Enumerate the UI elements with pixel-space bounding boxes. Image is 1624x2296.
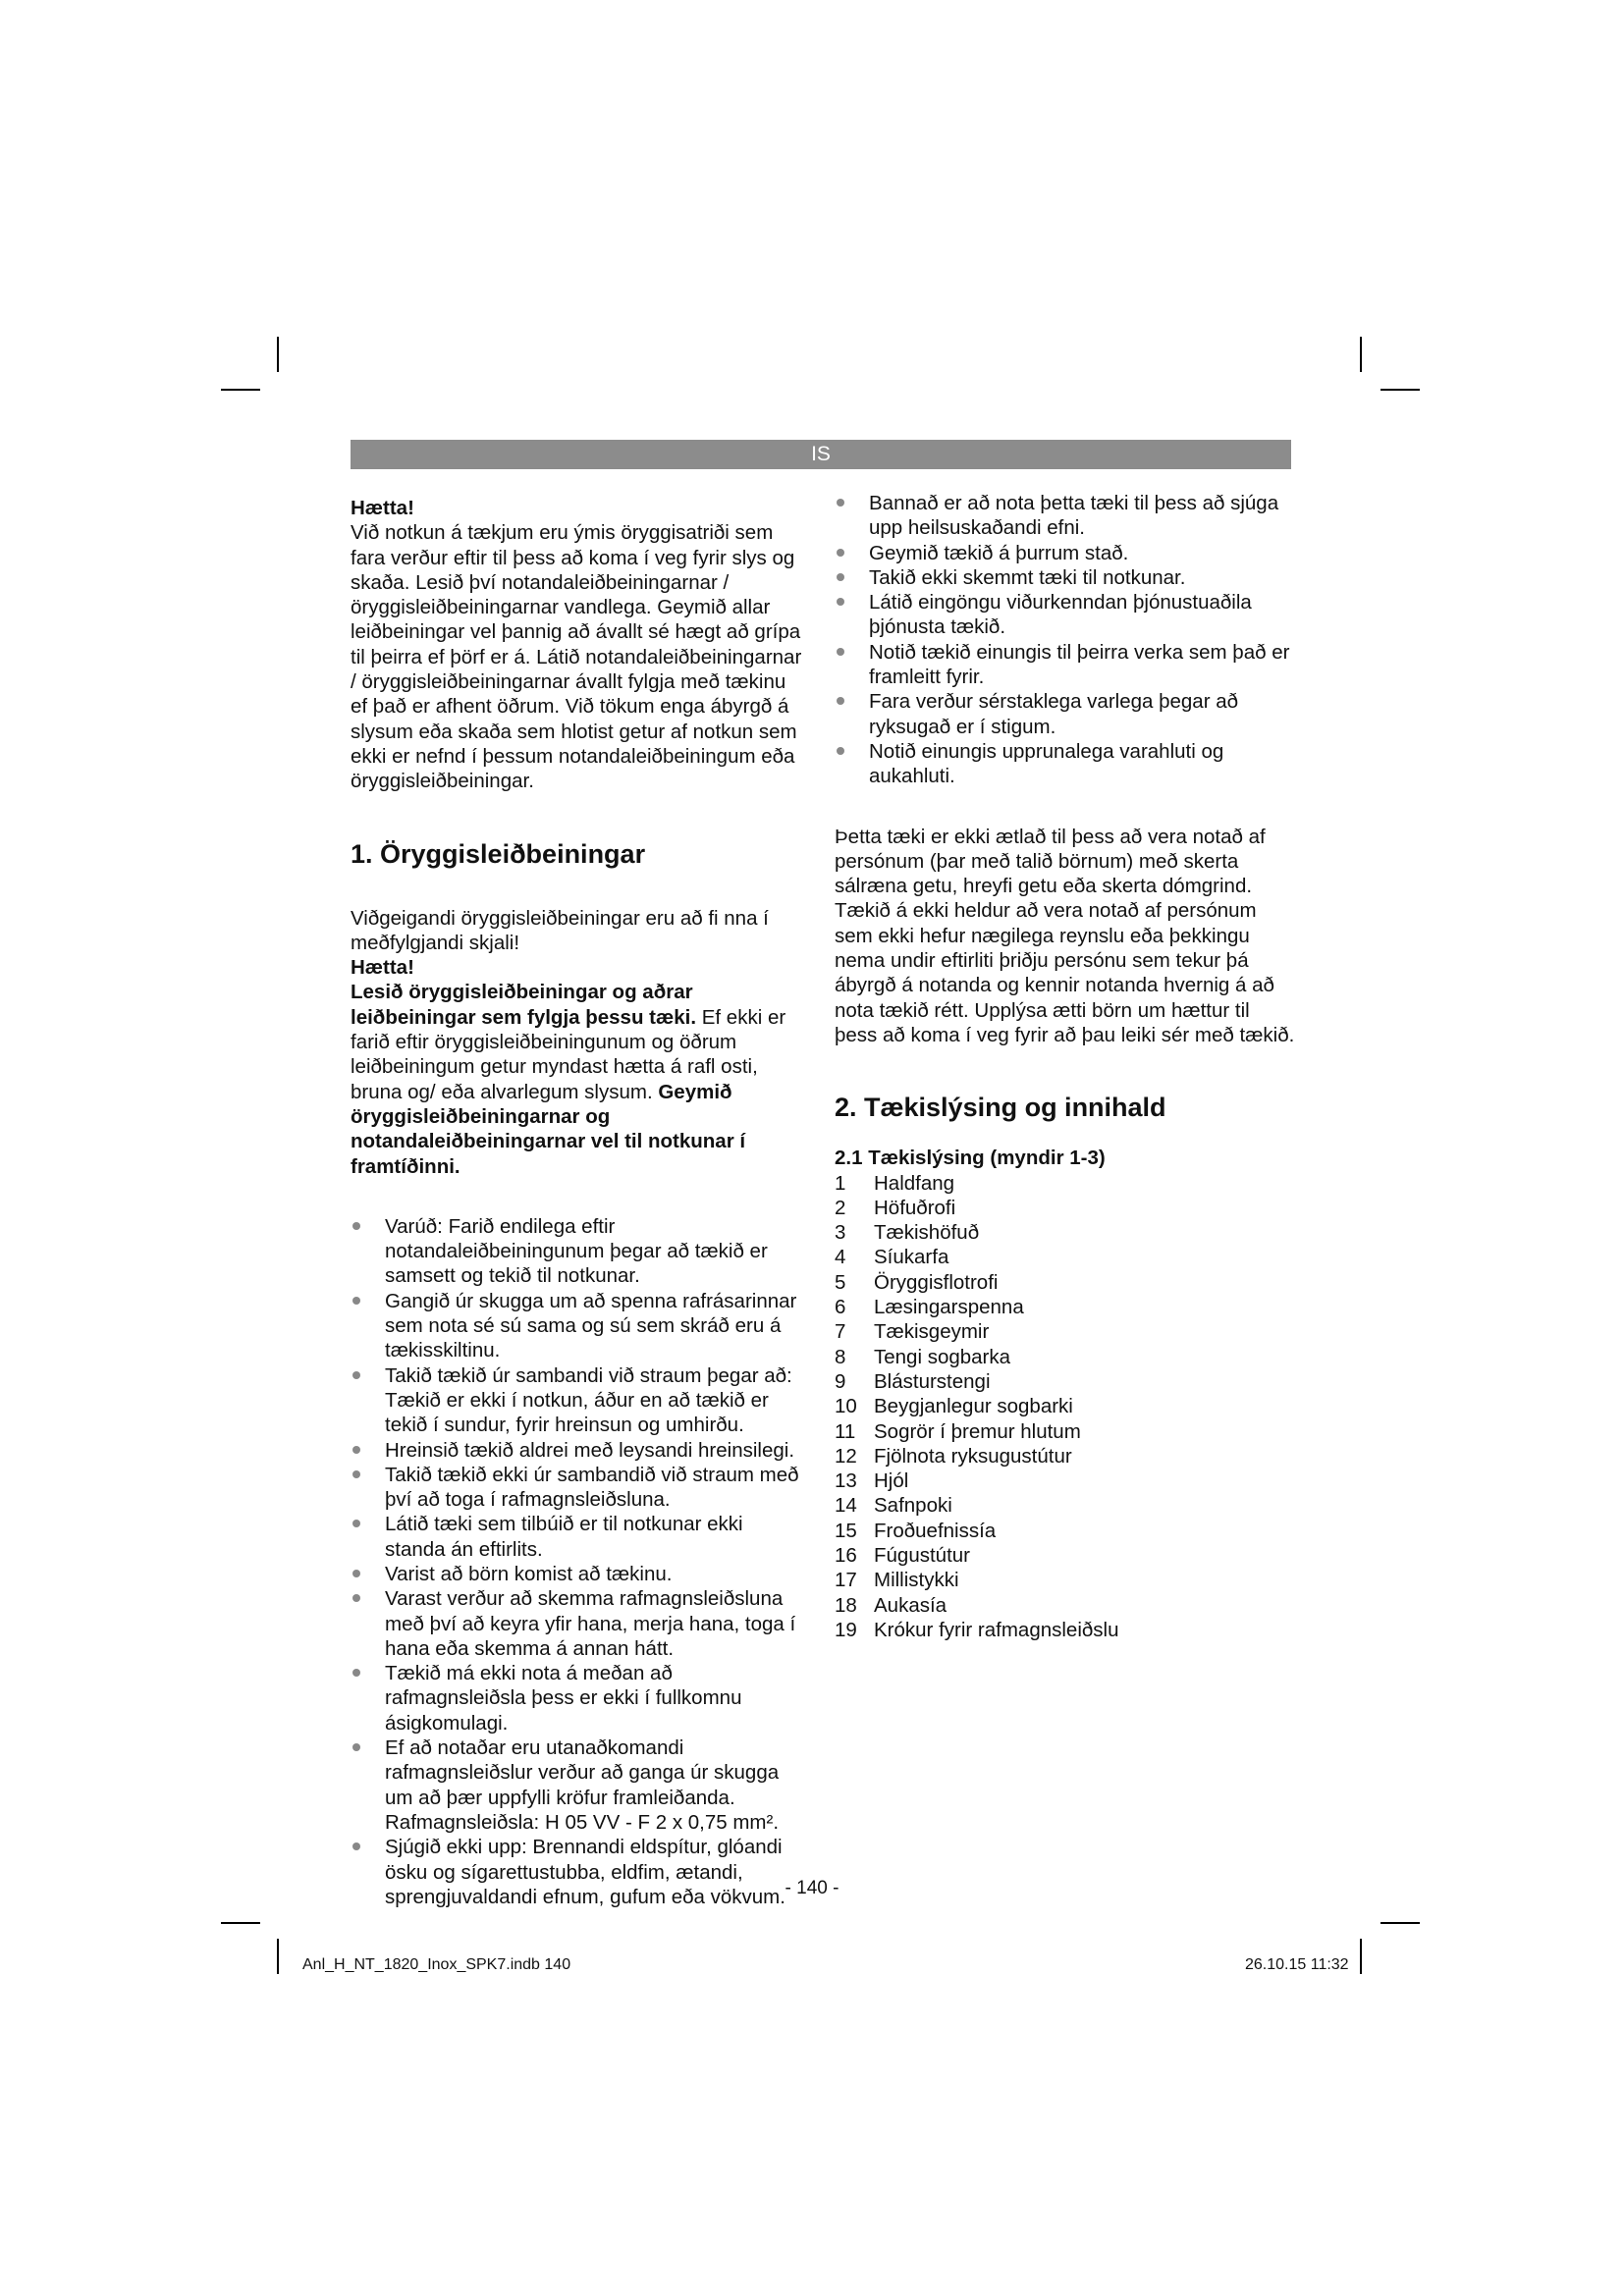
list-item: 13 Hjól (835, 1469, 909, 1493)
list-item: Bannað er að nota þetta tæki til þess að sjúga upp heilsuskaðandi efni. (835, 491, 1296, 541)
section1-paragraph (351, 980, 807, 1178)
bullet-icon (837, 648, 844, 656)
section1-bold-2: Geymið öryggisleiðbeiningarnar og notandaleiðbeiningarnar vel til notkunar í framtíðinni. (351, 1080, 746, 1178)
list-item: 15 Froðuefnissía (835, 1519, 997, 1542)
bullet-icon (352, 1594, 360, 1602)
print-date-time: 26.10.15 11:32 (1245, 1956, 1349, 1973)
crop-mark (277, 1939, 279, 1974)
section1-title: 1. Öryggisleiðbeiningar (351, 838, 646, 869)
list-item: 16 Fúgustútur (835, 1543, 970, 1567)
list-item: 6 Læsingarspenna (835, 1296, 1024, 1319)
bullet-icon (352, 1446, 360, 1454)
crop-mark (221, 389, 260, 391)
bullet-icon (352, 1669, 360, 1677)
intro-text: Við notkun á tækjum eru ýmis öryggisatriði sem fara verður eftir til þess að koma í veg fyrir slys og skaða. Lesið því notandaleiðbeiningarnar / öryggisleiðbeiningarnar vandlega. Geymið allar leiðbeiningar vel þannig að ávallt sé hægt að grípa til þeirra ef þörf er á. Látið notandaleiðbeiningarnar / öryggisleiðbeiningarnar ávallt fylgja með tækinu ef það er afhent öðrum. Við tökum enga ábyrgð á slysum eða skaða sem hlotist getur af notkun sem ekki er nefnd í þessum notandaleiðbeiningum eða öryggisleiðbeiningar. (351, 521, 802, 793)
list-item: 11 Sogrör í þremur hlutum (835, 1419, 1081, 1443)
list-item: Varist að börn komist að tækinu. (351, 1562, 807, 1586)
list-item: 10 Beygjanlegur sogbarki (835, 1395, 1073, 1418)
parts-list (835, 1171, 1296, 1643)
bullet-icon (837, 747, 844, 755)
crop-mark (221, 1922, 260, 1924)
bullet-icon (352, 1297, 360, 1305)
bullet-icon (837, 573, 844, 581)
language-label: IS (811, 443, 831, 465)
list-item: Hreinsið tækið aldrei með leysandi hreinsilegi. (351, 1438, 807, 1463)
children-warning-paragraph: Þetta tæki er ekki ætlað til þess að vera notað af persónum (þar með talið börnum) með skerta sálræna getu, hreyfi getu eða skerta dómgrind. Tækið á ekki heldur að vera notað af persónum sem ekki hefur nægilega reynslu eða þekkingu nema undir eftirliti þriðju persónu sem tekur þá ábyrgð á notanda og kennir notanda hvernig á að nota tækið rétt. Upplýsa ætti börn um hættur til þess að koma í veg fyrir að þau leiki sér með tækið. (835, 825, 1295, 1046)
list-item: Sjúgið ekki upp: Brennandi eldspítur, glóandi ösku og sígarettustubba, eldfim, ætandi, sprengjuvaldandi efnum, gufum eða vökvum. (351, 1835, 807, 1909)
section1-text: Ef ekki er farið eftir öryggisleiðbeiningunum og öðrum leiðbeiningum getur myndast hætta á rafl osti, bruna og/ eða alvarlegum slysum. (351, 1005, 786, 1103)
list-item: 9 Blásturstengi (835, 1369, 991, 1393)
list-item: 18 Aukasía (835, 1593, 947, 1617)
list-item: 12 Fjölnota ryksugustútur (835, 1444, 1072, 1468)
left-column (351, 496, 807, 1909)
usage-bullet-list (835, 491, 1296, 789)
list-item: Látið tæki sem tilbúið er til notkunar ekki standa án eftirlits. (351, 1512, 807, 1562)
list-item: Tækið má ekki nota á meðan að rafmagnsleiðsla þess er ekki í fullkomnu ásigkomulagi. (351, 1661, 807, 1735)
list-item: Takið tækið ekki úr sambandið við straum með því að toga í rafmagnsleiðsluna. (351, 1463, 807, 1513)
list-item: 3 Tækishöfuð (835, 1221, 980, 1245)
list-item: Fara verður sérstaklega varlega þegar að ryksugað er í stigum. (835, 689, 1296, 739)
bullet-icon (352, 1743, 360, 1751)
bullet-icon (352, 1470, 360, 1478)
bullet-icon (352, 1842, 360, 1850)
list-item: Látið eingöngu viðurkenndan þjónustuaðila þjónusta tækið. (835, 590, 1296, 640)
print-file-name: Anl_H_NT_1820_Inox_SPK7.indb 140 (302, 1956, 571, 1973)
language-header-bar (351, 440, 1291, 469)
page-number: - 140 - (785, 1878, 839, 1898)
list-item: Notið einungis upprunalega varahluti og aukahluti. (835, 739, 1296, 789)
right-column (835, 491, 1296, 1642)
list-item: 5 Öryggisflotrofi (835, 1270, 999, 1294)
section1-intro: Viðgeigandi öryggisleiðbeiningar eru að fi nna í meðfylgjandi skjali! (351, 906, 769, 954)
bullet-icon (837, 697, 844, 705)
bullet-icon (837, 499, 844, 507)
crop-mark (1360, 1939, 1362, 1974)
bullet-icon (837, 598, 844, 606)
section2-title: 2. Tækislýsing og innihald (835, 1093, 1166, 1123)
list-item: 7 Tækisgeymir (835, 1320, 990, 1344)
bullet-icon (352, 1570, 360, 1577)
list-item: 14 Safnpoki (835, 1494, 952, 1518)
list-item: Varast verður að skemma rafmagnsleiðsluna með því að keyra yfir hana, merja hana, toga í hana eða skemma á annan hátt. (351, 1586, 807, 1661)
list-item: Takið ekki skemmt tæki til notkunar. (835, 565, 1296, 590)
list-item: Takið tækið úr sambandi við straum þegar að: Tækið er ekki í notkun, áður en að tækið er tekið í sundur, fyrir hreinsun og umhirðu. (351, 1363, 807, 1438)
crop-mark (1380, 1922, 1420, 1924)
crop-mark (277, 337, 279, 372)
list-item: 1 Haldfang (835, 1171, 955, 1195)
bullet-icon (352, 1222, 360, 1230)
list-item: 17 Millistykki (835, 1569, 959, 1592)
intro-title: Hætta! (351, 497, 414, 519)
list-item: Gangið úr skugga um að spenna rafrásarinnar sem nota sé sú sama og sú sem skráð eru á tækisskiltinu. (351, 1289, 807, 1363)
list-item: 19 Krókur fyrir rafmagnsleiðslu (835, 1618, 1119, 1641)
section1-warning: Hætta! (351, 956, 414, 980)
subsection-title: 2.1 Tækislýsing (myndir 1-3) (835, 1147, 1106, 1170)
section1-bold-1: Lesið öryggisleiðbeiningar og aðrar leiðbeiningar sem fylgja þessu tæki. (351, 981, 697, 1029)
list-item: Ef að notaðar eru utanaðkomandi rafmagnsleiðslur verður að ganga úr skugga um að þær uppfylli kröfur framleiðanda. Rafmagnsleiðsla: H 05 VV - F 2 x 0,75 mm². (351, 1735, 807, 1835)
bullet-icon (837, 549, 844, 557)
list-item: Geymið tækið á þurrum stað. (835, 541, 1296, 565)
bullet-icon (352, 1520, 360, 1527)
list-item: 8 Tengi sogbarka (835, 1345, 1011, 1368)
list-item: 2 Höfuðrofi (835, 1196, 956, 1219)
bullet-icon (352, 1371, 360, 1379)
list-item: Varúð: Farið endilega eftir notandaleiðbeiningunum þegar að tækið er samsett og tekið til notkunar. (351, 1214, 807, 1289)
crop-mark (1360, 337, 1362, 372)
safety-bullet-list (351, 1214, 807, 1909)
list-item: 4 Síukarfa (835, 1246, 949, 1269)
list-item: Notið tækið einungis til þeirra verka sem það er framleitt fyrir. (835, 640, 1296, 690)
crop-mark (1380, 389, 1420, 391)
